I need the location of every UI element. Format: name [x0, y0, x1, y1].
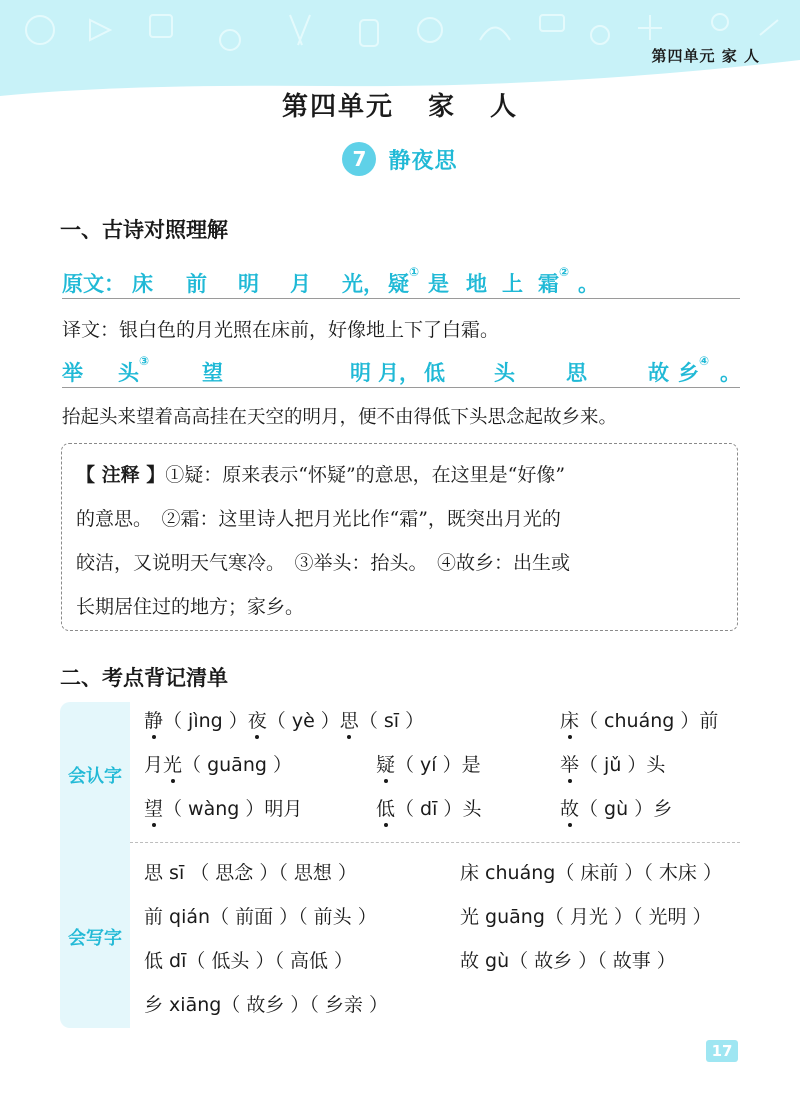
write-item: 低 dī（ 低头 ）（ 高低 ）: [144, 950, 354, 972]
recognize-item: 床（ chuáng ）前: [560, 706, 718, 733]
section-heading-checklist: 二、考点背记清单: [60, 666, 228, 690]
note-marker: ①: [409, 265, 420, 279]
poem-char: 望: [202, 361, 223, 385]
poem-char-with-note: 头③: [118, 354, 150, 385]
poem-char-with-note: 乡④: [678, 354, 710, 385]
recognize-item: 举（ jǔ ）头: [560, 750, 665, 777]
poem-char: 是: [428, 272, 449, 296]
vocabulary-divider: [130, 842, 740, 844]
poem-char: 床: [132, 272, 153, 296]
notes-line-4: 长期居住过的地方；家乡。: [76, 596, 305, 618]
vocabulary-side-panel: [60, 702, 130, 1028]
poem-char: 思: [566, 361, 587, 385]
section-heading-poem: 一、古诗对照理解: [60, 218, 228, 242]
write-item: 乡 xiāng（ 故乡 ）（ 乡亲 ）: [144, 994, 388, 1016]
recognize-item: 望（ wàng ）明月: [144, 794, 302, 821]
write-item: 床 chuáng（ 床前 ）（ 木床 ）: [460, 862, 722, 884]
poem-char: 前: [186, 272, 207, 296]
poem-line-original-1: [62, 265, 742, 298]
notes-line-1: 【 注释 】①疑：原来表示“怀疑”的意思，在这里是“好像”: [76, 464, 566, 486]
poem-char: 明: [350, 361, 371, 385]
poem-char: 低: [424, 361, 445, 385]
poem-char: 。: [578, 272, 599, 296]
poem-char: 明: [238, 272, 259, 296]
note-marker: ②: [559, 265, 570, 279]
divider-line: [62, 298, 740, 299]
poem-char-with-note: 疑①: [388, 265, 420, 296]
translation-line-1: 译文：银白色的月光照在床前，好像地上下了白霜。: [62, 319, 500, 341]
page-number: 17: [706, 1040, 738, 1062]
notes-label: 【 注释 】: [76, 464, 166, 486]
recognize-item: 月光（ guāng ）: [144, 750, 292, 777]
poem-char: 头: [494, 361, 515, 385]
poem-char: 月，: [378, 361, 420, 385]
write-item: 故 gù（ 故乡 ）（ 故事 ）: [460, 950, 676, 972]
poem-char: 举: [62, 361, 83, 385]
divider-line: [62, 387, 740, 388]
poem-char: 光，: [342, 272, 384, 296]
write-item: 光 guāng（ 月光 ）（ 光明 ）: [460, 906, 712, 928]
write-item: 前 qián（ 前面 ）（ 前头 ）: [144, 906, 377, 928]
recognize-item: 故（ gù ）乡: [560, 794, 672, 821]
poem-char-with-note: 霜②: [538, 265, 570, 296]
page-title-unit: 第四单元: [281, 92, 394, 122]
write-label: 会写字: [68, 928, 122, 949]
vocabulary-table: [60, 702, 740, 1028]
page-title: [0, 86, 800, 123]
note-marker: ③: [139, 354, 150, 368]
recognize-item: 疑（ yí ）是: [376, 750, 481, 777]
recognize-label: 会认字: [68, 766, 122, 787]
poem-char: 。: [720, 361, 741, 385]
recognize-item: 低（ dī ）头: [376, 794, 481, 821]
lesson-title: 静夜思: [388, 148, 458, 174]
notes-line-2: 的意思。 ②霜：这里诗人把月光比作“霜”，既突出月光的: [76, 508, 561, 530]
note-marker: ④: [699, 354, 710, 368]
poem-line-original-2: [62, 354, 742, 387]
write-item: 思 sī （ 思念 ）（ 思想 ）: [144, 862, 357, 884]
notes-line-3: 皎洁，又说明天气寒冷。 ③举头：抬头。 ④故乡：出生或: [76, 552, 571, 574]
unit-tag: 第四单元 家 人: [651, 47, 760, 65]
lesson-header: [0, 142, 800, 176]
page-title-word2: 人: [490, 92, 519, 122]
page-title-word1: 家: [427, 92, 456, 122]
poem-char: 地: [466, 272, 487, 296]
recognize-item: 静（ jìng ）夜（ yè ）思（ sī ）: [144, 706, 424, 733]
original-label: 原文：: [62, 272, 125, 296]
poem-char: 上: [502, 272, 523, 296]
lesson-number-badge: 7: [342, 142, 376, 176]
poem-char: 月: [290, 272, 311, 296]
translation-line-2: 抬起头来望着高高挂在天空的明月，便不由得低下头思念起故乡来。: [62, 407, 618, 428]
poem-char: 故: [648, 361, 669, 385]
